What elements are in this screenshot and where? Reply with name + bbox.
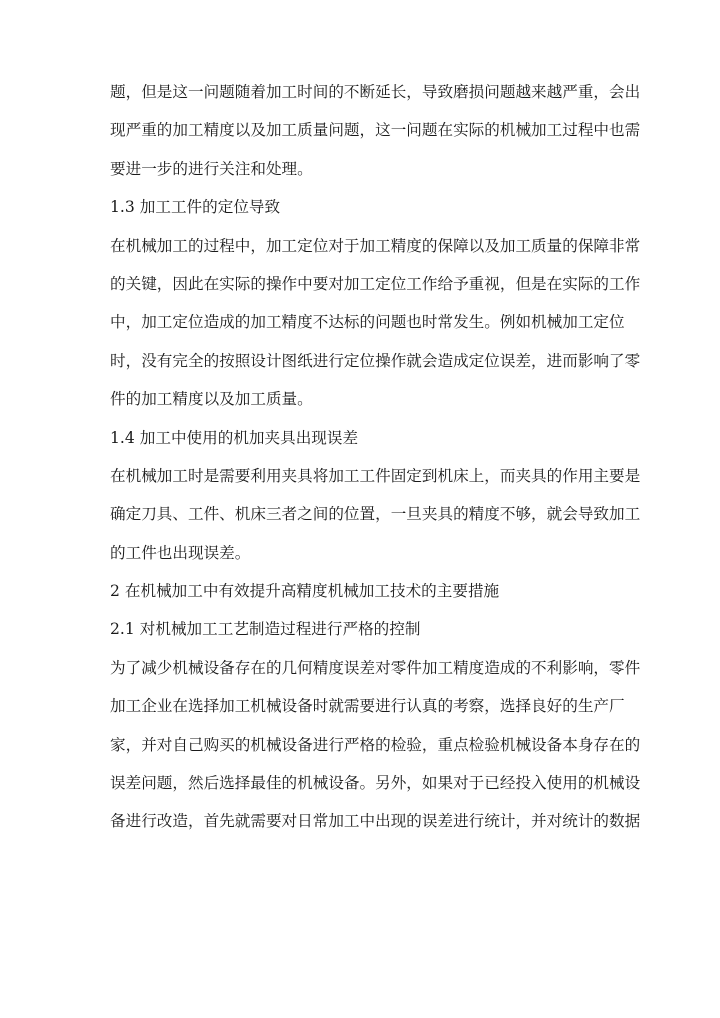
paragraph-line: 在机械加工的过程中，加工定位对于加工精度的保障以及加工质量的保障非常	[110, 236, 641, 255]
paragraph-line: 中，加工定位造成的加工精度不达标的问题也时常发生。例如机械加工定位	[110, 313, 625, 332]
paragraph-line: 的关键，因此在实际的操作中要对加工定位工作给予重视，但是在实际的工作	[110, 274, 641, 293]
paragraph-line: 家，并对自己购买的机械设备进行严格的检验，重点检验机械设备本身存在的	[110, 735, 641, 754]
paragraph-line: 在机械加工时是需要利用夹具将加工工件固定到机床上，而夹具的作用主要是	[110, 466, 641, 485]
section-heading-2-1: 2.1 对机械加工工艺制造过程进行严格的控制	[110, 620, 421, 639]
paragraph-line: 要进一步的进行关注和处理。	[110, 159, 313, 178]
paragraph-line: 题，但是这一问题随着加工时间的不断延长，导致磨损问题越来越严重，会出	[110, 83, 641, 101]
paragraph-line: 件的加工精度以及加工质量。	[110, 390, 313, 409]
paragraph-line: 现严重的加工精度以及加工质量问题，这一问题在实际的机械加工过程中也需	[110, 121, 641, 140]
paragraph-continuation	[110, 82, 641, 179]
paragraph-line: 误差问题，然后选择最佳的机械设备。另外，如果对于已经投入使用的机械设	[110, 774, 641, 793]
section-heading-1-4: 1.4 加工中使用的机加夹具出现误差	[110, 428, 359, 447]
paragraph-line: 确定刀具、工件、机床三者之间的位置，一旦夹具的精度不够，就会导致加工	[110, 505, 641, 524]
paragraph-fixture	[110, 466, 641, 563]
paragraph-line: 时，没有完全的按照设计图纸进行定位操作就会造成定位误差，进而影响了零	[110, 351, 641, 370]
paragraph-line: 加工企业在选择加工机械设备时就需要进行认真的考察，选择良好的生产厂	[110, 697, 625, 716]
paragraph-line: 备进行改造，首先就需要对日常加工中出现的误差进行统计，并对统计的数据	[110, 812, 641, 831]
paragraph-line: 的工件也出现误差。	[110, 543, 251, 562]
section-heading-2: 2 在机械加工中有效提升高精度机械加工技术的主要措施	[110, 582, 500, 601]
paragraph-positioning	[110, 236, 641, 410]
paragraph-control	[110, 658, 641, 832]
document-page	[110, 82, 641, 850]
section-heading-1-3: 1.3 加工工件的定位导致	[110, 198, 281, 217]
paragraph-line: 为了减少机械设备存在的几何精度误差对零件加工精度造成的不利影响，零件	[110, 658, 641, 677]
